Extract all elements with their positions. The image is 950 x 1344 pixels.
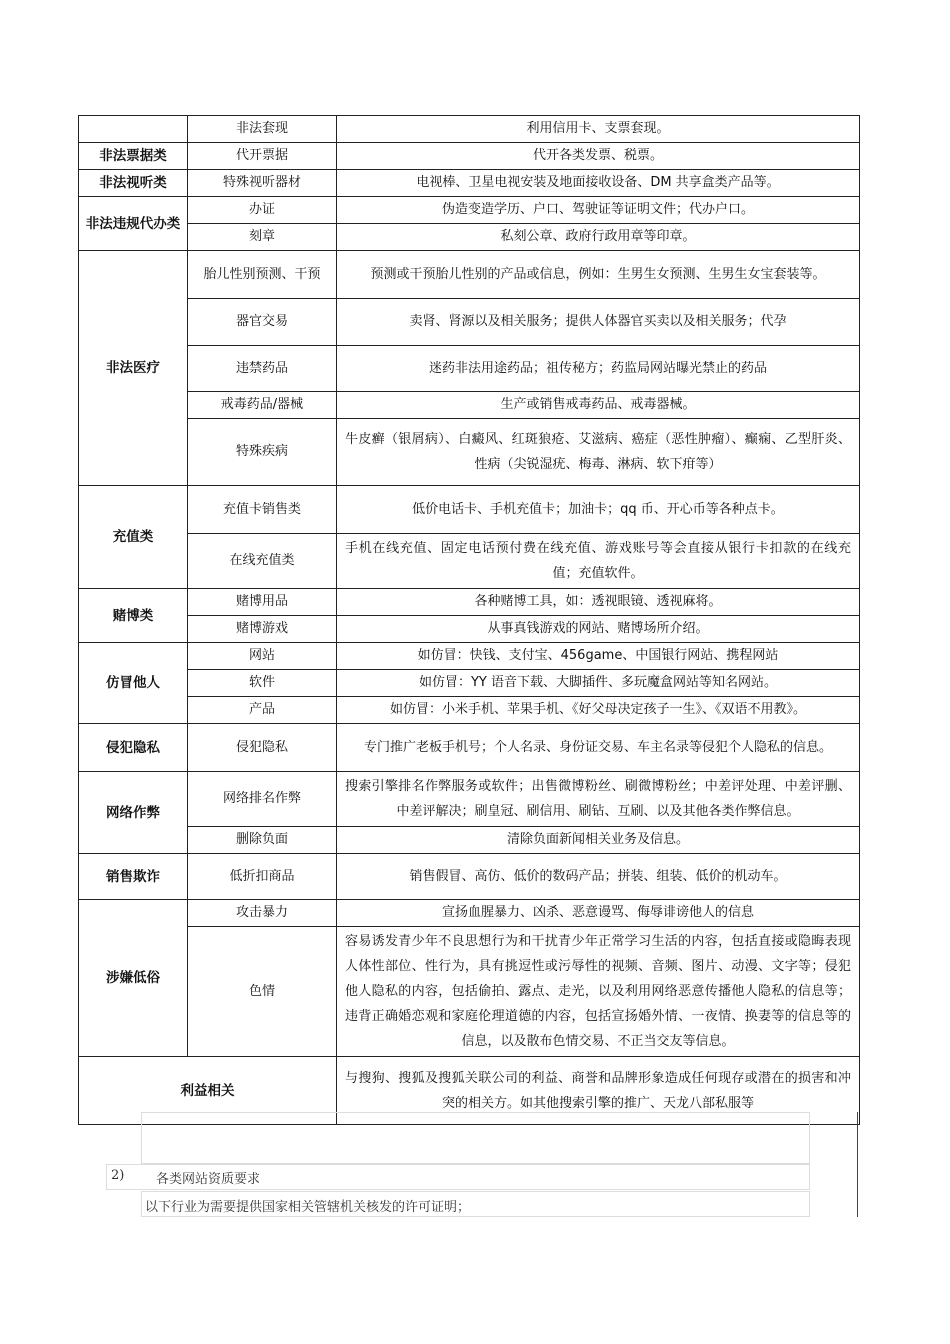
table-row: [79, 616, 860, 643]
table-row: [79, 772, 860, 827]
subcategory-cell: 办证: [188, 197, 337, 224]
description-cell: 清除负面新闻相关业务及信息。: [337, 827, 860, 854]
subcategory-cell: 非法套现: [188, 116, 337, 143]
category-cell: 非法违规代办类: [79, 197, 188, 251]
table-row: [79, 697, 860, 724]
category-cell: 涉嫌低俗: [79, 900, 188, 1057]
description-cell: 如仿冒：快钱、支付宝、456game、中国银行网站、携程网站: [337, 643, 860, 670]
table-row: [79, 143, 860, 170]
description-cell: 迷药非法用途药品；祖传秘方；药监局网站曝光禁止的药品: [337, 346, 860, 392]
description-cell: 如仿冒：小米手机、苹果手机、《好父母决定孩子一生》、《双语不用教》。: [337, 697, 860, 724]
description-cell: 电视棒、卫星电视安装及地面接收设备、DM 共享盒类产品等。: [337, 170, 860, 197]
category-cell: 赌博类: [79, 589, 188, 643]
category-cell: 非法医疗: [79, 251, 188, 486]
subcategory-cell: 色情: [188, 927, 337, 1057]
table-row: [79, 392, 860, 419]
description-cell: 容易诱发青少年不良思想行为和干扰青少年正常学习生活的内容，包括直接或隐晦表现人体性部位、性行为，具有挑逗性或污辱性的视频、音频、图片、动漫、文字等；侵犯他人隐私的内容，包括偷拍、露点、走光，以及利用网络恶意传播他人隐私的信息等；违背正确婚恋观和家庭伦理道德的内容，包括宣扬婚外情、一夜情、换妻等的信息等的信息，以及散布色情交易、不正当交友等信息。: [337, 927, 860, 1057]
subcategory-cell: 网站: [188, 643, 337, 670]
table-row: [79, 927, 860, 1057]
table-row: [79, 643, 860, 670]
description-cell: 牛皮癣（银屑病）、白癜风、红斑狼疮、艾滋病、癌症（恶性肿瘤）、癫痫、乙型肝炎、性病（尖锐湿疣、梅毒、淋病、软下疳等）: [337, 419, 860, 486]
description-cell: 预测或干预胎儿性别的产品或信息，例如：生男生女预测、生男生女宝套装等。: [337, 251, 860, 299]
category-cell: 仿冒他人: [79, 643, 188, 724]
description-cell: 生产或销售戒毒药品、戒毒器械。: [337, 392, 860, 419]
subcategory-cell: 特殊视听器材: [188, 170, 337, 197]
subcategory-cell: 攻击暴力: [188, 900, 337, 927]
description-cell: 如仿冒：YY 语音下载、大脚插件、多玩魔盒网站等知名网站。: [337, 670, 860, 697]
description-cell: 从事真钱游戏的网站、赌博场所介绍。: [337, 616, 860, 643]
table-row: [79, 724, 860, 772]
table-row: [79, 419, 860, 486]
table-row: [79, 900, 860, 927]
table-row: [79, 224, 860, 251]
right-border-line: [857, 1112, 858, 1217]
description-cell: 专门推广老板手机号；个人名录、身份证交易、车主名录等侵犯个人隐私的信息。: [337, 724, 860, 772]
table-row: [79, 170, 860, 197]
description-cell: 私刻公章、政府行政用章等印章。: [337, 224, 860, 251]
table-row: [79, 116, 860, 143]
table-row: [79, 299, 860, 346]
description-cell: 手机在线充值、固定电话预付费在线充值、游戏账号等会直接从银行卡扣款的在线充值；充值软件。: [337, 534, 860, 589]
subcategory-cell: 在线充值类: [188, 534, 337, 589]
category-cell: 利益相关: [79, 1057, 337, 1125]
table-row: [79, 486, 860, 534]
subcategory-cell: 软件: [188, 670, 337, 697]
subcategory-cell: 代开票据: [188, 143, 337, 170]
category-cell: [79, 116, 188, 143]
table-row: [79, 827, 860, 854]
description-cell: 伪造变造学历、户口、驾驶证等证明文件；代办户口。: [337, 197, 860, 224]
subcategory-cell: 产品: [188, 697, 337, 724]
subcategory-cell: 胎儿性别预测、干预: [188, 251, 337, 299]
subcategory-cell: 戒毒药品/器械: [188, 392, 337, 419]
table-row: [79, 854, 860, 900]
description-cell: 利用信用卡、支票套现。: [337, 116, 860, 143]
category-cell: 网络作弊: [79, 772, 188, 854]
subcategory-cell: 赌博用品: [188, 589, 337, 616]
description-cell: 各种赌博工具，如：透视眼镜、透视麻将。: [337, 589, 860, 616]
description-cell: 卖肾、肾源以及相关服务；提供人体器官买卖以及相关服务；代孕: [337, 299, 860, 346]
table-row: [79, 346, 860, 392]
section-number: 2): [111, 1168, 125, 1183]
description-cell: 代开各类发票、税票。: [337, 143, 860, 170]
category-cell: 侵犯隐私: [79, 724, 188, 772]
subcategory-cell: 器官交易: [188, 299, 337, 346]
description-cell: 搜索引擎排名作弊服务或软件；出售微博粉丝、刷微博粉丝；中差评处理、中差评删、中差评解决；刷皇冠、刷信用、刷钻、互刷、以及其他各类作弊信息。: [337, 772, 860, 827]
subcategory-cell: 赌博游戏: [188, 616, 337, 643]
subcategory-cell: 违禁药品: [188, 346, 337, 392]
description-cell: 与搜狗、搜狐及搜狐关联公司的利益、商誉和品牌形象造成任何现存或潜在的损害和冲突的相关方。如其他搜索引擎的推广、天龙八部私服等: [337, 1057, 860, 1125]
subcategory-cell: 充值卡销售类: [188, 486, 337, 534]
category-cell: 销售欺诈: [79, 854, 188, 900]
category-cell: 非法票据类: [79, 143, 188, 170]
description-cell: 宣扬血腥暴力、凶杀、恶意谩骂、侮辱诽谤他人的信息: [337, 900, 860, 927]
section-title: 各类网站资质要求: [156, 1172, 261, 1187]
subcategory-cell: 特殊疾病: [188, 419, 337, 486]
category-cell: 非法视听类: [79, 170, 188, 197]
table-row: [79, 589, 860, 616]
table-row: [79, 534, 860, 589]
section-description: 以下行业为需要提供国家相关管辖机关核发的许可证明；: [145, 1200, 471, 1215]
subcategory-cell: 侵犯隐私: [188, 724, 337, 772]
subcategory-cell: 删除负面: [188, 827, 337, 854]
subcategory-cell: 刻章: [188, 224, 337, 251]
table-row: [79, 251, 860, 299]
prohibited-content-table: [78, 115, 860, 1125]
description-cell: 销售假冒、高仿、低价的数码产品；拼装、组装、低价的机动车。: [337, 854, 860, 900]
category-cell: 充值类: [79, 486, 188, 589]
table-row: [79, 197, 860, 224]
table-row: [79, 670, 860, 697]
subcategory-cell: 网络排名作弊: [188, 772, 337, 827]
description-cell: 低价电话卡、手机充值卡；加油卡；qq 币、开心币等各种点卡。: [337, 486, 860, 534]
empty-frame: [141, 1112, 810, 1164]
subcategory-cell: 低折扣商品: [188, 854, 337, 900]
